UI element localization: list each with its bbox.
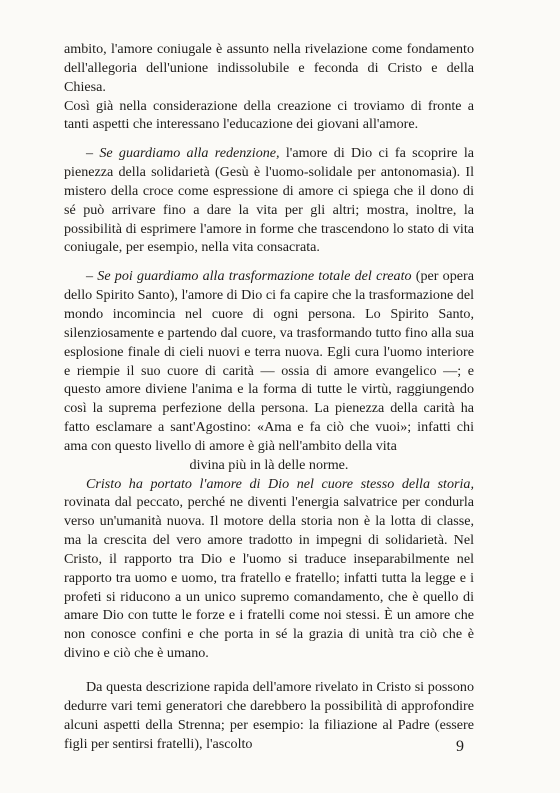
paragraph-temi-generatori <box>64 678 474 753</box>
paragraph-2 <box>64 97 474 135</box>
text-run: ambito, l'amore coniugale è assunto nella rivelazione come fondamento dell'allegoria dell'unione indissolubile e feconda di Cristo e della Chiesa. <box>64 41 474 95</box>
page-number: 9 <box>456 738 464 755</box>
body-text <box>64 40 474 753</box>
text-run: rovinata dal peccato, perché ne diventi l'energia salvatrice per condurla verso un'umanità nuova. Il motore della storia non è la lotta di classe, ma la crescita del vero amore tradotto in impegni di solidarietà. Nel Cristo, il rapporto tra Dio e l'uomo si traduce inseparabilmente nel rapporto tra uomo e uomo, tra fratello e fratello; infatti tutta la legge e i profeti si riducono a un unico supremo comandamento, che è quello di amare Dio con tutte le forze e i fratelli come noi stessi. È un amore che non conosce confini e che porta in sé la grazia di unità tra ciò che è divino e ciò che è umano. <box>64 494 474 662</box>
italic-text-run: – Se poi guardiamo alla trasformazione totale del creato <box>86 268 412 285</box>
paragraph-1 <box>64 40 474 97</box>
paragraph-redenzione <box>64 144 474 257</box>
italic-text-run: Cristo ha portato l'amore di Dio nel cuore stesso della storia, <box>86 475 474 492</box>
paragraph-trasformazione <box>64 267 474 455</box>
paragraph-cristo-storia <box>64 475 474 663</box>
italic-text-run: – Se guardiamo alla redenzione, <box>86 145 280 162</box>
text-run: Così già nella considerazione della creazione ci troviamo di fronte a tanti aspetti che interessano l'educazione dei giovani all'amore. <box>64 97 474 133</box>
text-run: Da questa descrizione rapida dell'amore rivelato in Cristo si possono dedurre vari temi generatori che darebbero la possibilità di approfondire alcuni aspetti della Strenna; per esempio: la filiazione al Padre (essere figli per sentirsi fratelli), l'ascolto <box>64 679 474 752</box>
text-run: l'amore di Dio ci fa scoprire la pienezza della solidarietà (Gesù è l'uomo-solidale per antonomasia). Il mistero della croce come espressione di amore ci spiega che il dono di sé può arrivare fino a dare la vita per gli altri; mostra, inoltre, la possibilità di esprimere l'amore in forme che trascendono lo stato di vita coniugale, per esempio, nella vita consacrata. <box>64 145 474 256</box>
paragraph-trasformazione-end <box>64 456 474 475</box>
text-run: divina più in là delle norme. <box>189 456 349 473</box>
text-run: (per opera dello Spirito Santo), l'amore di Dio ci fa capire che la trasformazione del mondo incomincia nel cuore di ogni persona. Lo Spirito Santo, silenziosamente e partendo dal cuore, va trasformando tutto fino alla sua esplosione finale di cieli nuovi e terra nuova. Egli cura l'uomo interiore e riempie il suo cuore di carità — ossia di amore evangelico —; e questo amore diviene l'anima e la forma di tutte le virtù, raggiungendo così la suprema perfezione della persona. La pienezza della carità ha fatto esclamare a sant'Agostino: «Ama e fa ciò che vuoi»; infatti chi ama con questo livello di amore è già nell'ambito della vita <box>64 268 474 454</box>
